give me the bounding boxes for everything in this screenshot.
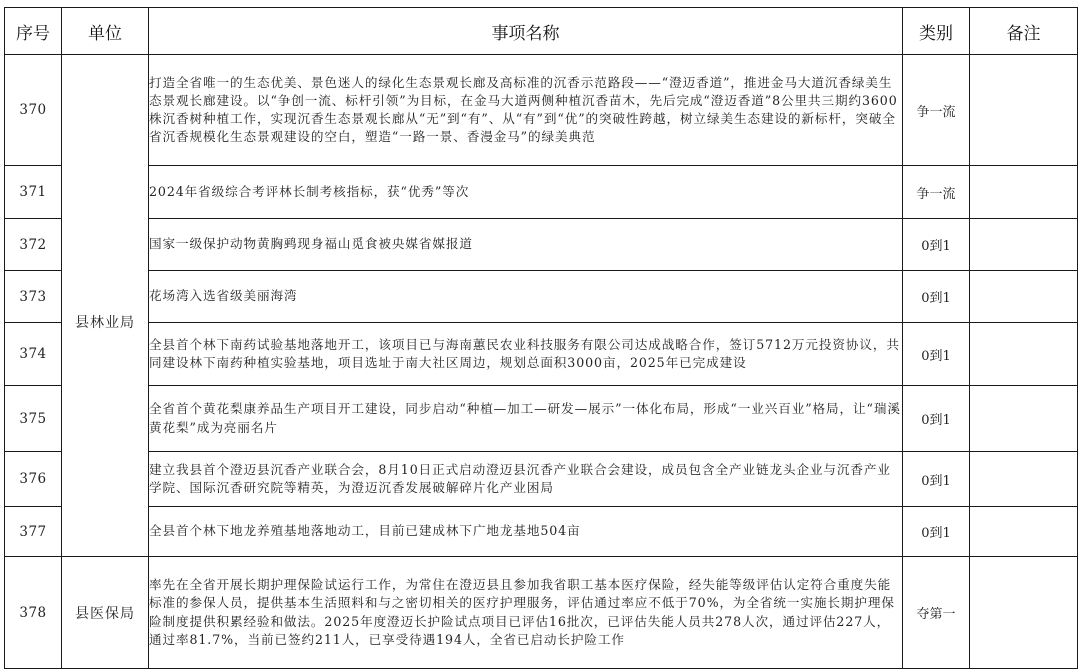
achievements-table: [4, 7, 1078, 669]
table-row: [5, 271, 1078, 323]
row-index: 375: [5, 386, 62, 452]
row-index: 378: [5, 557, 62, 669]
table-row: [5, 507, 1078, 557]
row-unit-medical-insurance: 县医保局: [62, 557, 149, 669]
row-category: 0到1: [903, 386, 970, 452]
row-remark: [970, 323, 1078, 386]
header-remark: 备注: [970, 8, 1078, 55]
header-category: 类别: [903, 8, 970, 55]
row-item: 2024年省级综合考评林长制考核指标，获“优秀”等次: [149, 166, 903, 219]
row-item: 建立我县首个澄迈县沉香产业联合会，8月10日正式启动澄迈县沉香产业联合会建设，成员包含全产业链龙头企业与沉香产业学院、国际沉香研究院等精英，为澄迈沉香发展破解碎片化产业困局: [149, 452, 903, 507]
row-index: 377: [5, 507, 62, 557]
row-item: 花场湾入选省级美丽海湾: [149, 271, 903, 323]
row-remark: [970, 166, 1078, 219]
row-item: 全省首个黄花梨康养品生产项目开工建设，同步启动“种植—加工—研发—展示”一体化布局，形成“一业兴百业”格局，让“瑞溪黄花梨”成为亮丽名片: [149, 386, 903, 452]
header-unit: 单位: [62, 8, 149, 55]
row-index: 376: [5, 452, 62, 507]
row-category: 0到1: [903, 323, 970, 386]
row-remark: [970, 507, 1078, 557]
table-row: [5, 219, 1078, 271]
row-item: 全县首个林下南药试验基地落地开工，该项目已与海南蕙民农业科技服务有限公司达成战略合作，签订5712万元投资协议，共同建设林下南药种植实验基地，项目选址于南大社区周边，规划总面积3000亩，2025年已完成建设: [149, 323, 903, 386]
row-category: 0到1: [903, 219, 970, 271]
row-index: 370: [5, 55, 62, 166]
row-item: 率先在全省开展长期护理保险试运行工作，为常住在澄迈县且参加我省职工基本医疗保险，经失能等级评估认定符合重度失能标准的参保人员，提供基本生活照料和与之密切相关的医疗护理服务，评估通过率应不低于70%，为全省统一实施长期护理保险制度提供积累经验和做法。2025年度澄迈长护险试点项目已评估16批次，已评估失能人员共278人次，通过评估227人，通过率81.7%，当前已签约211人，已享受待遇194人，全省已启动长护险工作: [149, 557, 903, 669]
row-item: 全县首个林下地龙养殖基地落地动工，目前已建成林下广地龙基地504亩: [149, 507, 903, 557]
row-unit-forestry: 县林业局: [62, 55, 149, 557]
row-category: 0到1: [903, 271, 970, 323]
row-category: 0到1: [903, 452, 970, 507]
row-category: 夺第一: [903, 557, 970, 669]
row-category: 争一流: [903, 55, 970, 166]
table-row: [5, 452, 1078, 507]
header-index: 序号: [5, 8, 62, 55]
table-row: [5, 386, 1078, 452]
table-row: [5, 55, 1078, 166]
row-remark: [970, 271, 1078, 323]
header-item: 事项名称: [149, 8, 903, 55]
row-category: 0到1: [903, 507, 970, 557]
table-row: [5, 557, 1078, 669]
table-header-row: [5, 8, 1078, 55]
row-remark: [970, 219, 1078, 271]
table-row: [5, 166, 1078, 219]
row-category: 争一流: [903, 166, 970, 219]
table-row: [5, 323, 1078, 386]
row-remark: [970, 557, 1078, 669]
row-remark: [970, 386, 1078, 452]
row-index: 371: [5, 166, 62, 219]
row-index: 374: [5, 323, 62, 386]
row-item: 打造全省唯一的生态优美、景色迷人的绿化生态景观长廊及高标准的沉香示范路段——“澄迈香道”，推进金马大道沉香绿美生态景观长廊建设。以“争创一流、标杆引领”为目标，在金马大道两侧种植沉香苗木，先后完成“澄迈香道”8公里共三期约3600株沉香树种植工作，实现沉香生态景观长廊从“无”到“有”、从“有”到“优”的突破性跨越，树立绿美生态建设的新标杆，突破全省沉香规模化生态景观建设的空白，塑造“一路一景、香漫金马”的绿美典范: [149, 55, 903, 166]
row-index: 372: [5, 219, 62, 271]
row-remark: [970, 452, 1078, 507]
row-index: 373: [5, 271, 62, 323]
row-remark: [970, 55, 1078, 166]
row-item: 国家一级保护动物黄胸鹀现身福山觅食被央媒省媒报道: [149, 219, 903, 271]
